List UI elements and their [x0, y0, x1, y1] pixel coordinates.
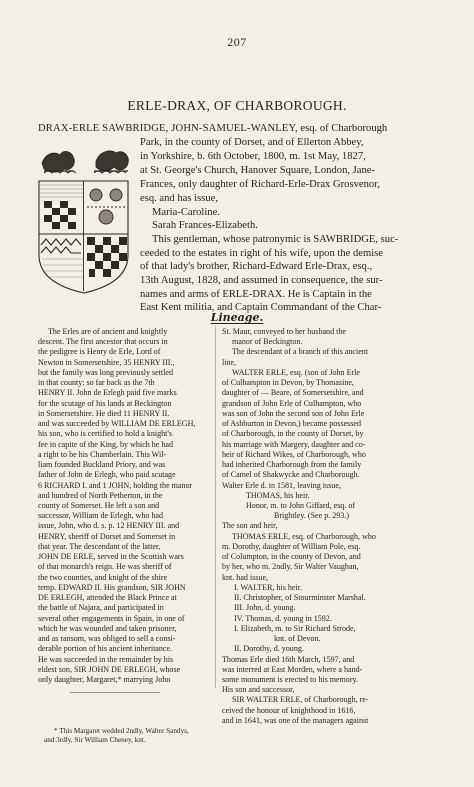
- text-line: that year. The descendant of the latter,: [38, 541, 161, 551]
- text-line: descent. The first ancestor that occurs in: [38, 337, 168, 347]
- text-line: I. WALTER, his heir.: [234, 582, 302, 592]
- text-line: only daughter, Margaret,* marrying John: [38, 674, 171, 684]
- text-line: the battle of Najara, and participated in: [38, 603, 164, 613]
- footnote: [44, 727, 214, 745]
- text-line: of Charborough, in the county of Dorset, by: [222, 429, 364, 439]
- intro-line: This gentleman, whose patronymic is SAWBRIDGE, suc-: [152, 234, 399, 245]
- text-line: I. Elizabeth, m. to Sir Richard Strode,: [234, 623, 356, 633]
- text-line: father of John de Erlegh, who paid scutage: [38, 470, 176, 480]
- text-line: His son and successor,: [222, 685, 295, 695]
- text-line: DE ERLEGH, attended the Black Prince at: [38, 593, 177, 603]
- text-line: THOMAS, his heir.: [246, 490, 310, 500]
- intro-line: East Kent militia, and Captain Commandant of the Char-: [140, 302, 382, 313]
- text-line: county of Somerset. He left a son and: [38, 500, 160, 510]
- text-line: his son, who is certified to hold a knight's: [38, 429, 172, 439]
- text-line: THOMAS ERLE, esq. of Charborough, who: [232, 531, 376, 541]
- entry-heading: [38, 122, 438, 136]
- text-line: He was succeeded in the remainder by his: [38, 654, 174, 664]
- intro-line: names and arms of ERLE-DRAX. He is Captain in the: [140, 289, 372, 300]
- text-line: of Columpton, in the county of Devon, and: [222, 552, 361, 562]
- text-line: eldest son, SIR JOHN DE ERLEGH, whose: [38, 664, 181, 674]
- text-line: derable portion of his ancient inheritance.: [38, 644, 173, 654]
- text-line: his marriage with Margery, daughter and co-: [222, 439, 366, 449]
- text-line: for the scutage of his lands at Beckington: [38, 398, 172, 408]
- text-line: some monument is erected to his memory.: [222, 674, 359, 684]
- page-title: ERLE-DRAX, OF CHARBOROUGH.: [127, 98, 347, 113]
- text-line: Brightley. (See p. 293.): [274, 511, 350, 521]
- intro-line: esq. and has issue,: [140, 193, 218, 204]
- text-line: temp. EDWARD II. His grandson, SIR JOHN: [38, 582, 186, 592]
- text-line: of Culhampton in Devon, by Thomasine,: [222, 378, 354, 388]
- text-line: manor of Beckington.: [232, 337, 303, 347]
- entry-name: DRAX-ERLE SAWBRIDGE, JOHN-SAMUEL-WANLEY,: [38, 123, 298, 134]
- text-line: by her, who m. 2ndly, Sir Walter Vaughan,: [222, 562, 359, 572]
- text-line: of Ashburton in Devon,) became possessed: [222, 419, 362, 429]
- text-line: but the family was long previously settled: [38, 367, 173, 377]
- text-line: HENRY, sheriff of Dorset and Somerset in: [38, 531, 176, 541]
- text-line: knt. had issue,: [222, 572, 269, 582]
- text-line: and as ransom, was obliged to sell a consi-: [38, 634, 176, 644]
- entry-heading-rest: esq. of Charborough: [297, 123, 388, 134]
- page-number: 207: [227, 35, 247, 49]
- text-line: The descendant of a branch of this ancient: [232, 347, 369, 357]
- text-line: in Somersetshire. He died 11 HENRY II.: [38, 408, 170, 418]
- intro-line: 13th August, 1828, and assumed in consequence, the sur-: [140, 275, 383, 286]
- intro-line: in Yorkshire, b. 6th October, 1800, m. 1st May, 1827,: [140, 151, 366, 162]
- intro-line: Maria-Caroline.: [152, 207, 220, 218]
- intro-line: ceeded to the estates in right of his wife, upon the demise: [140, 248, 383, 259]
- text-line: WALTER ERLE, esq. (son of John Erle: [232, 367, 360, 377]
- text-line: and in 1641, was one of the managers against: [222, 715, 369, 725]
- text-line: IV. Thomas, d. young in 1592.: [234, 613, 332, 623]
- intro-line: Park, in the county of Dorset, and of Ellerton Abbey,: [140, 137, 364, 148]
- text-line: JOHN DE ERLE, served in the Scottish wars: [38, 552, 184, 562]
- text-line: heir of Richard Wikes, of Charborough, who: [222, 449, 366, 459]
- text-line: St. Maur, conveyed to her husband the: [222, 327, 346, 336]
- text-line: III. John, d. young.: [234, 603, 296, 613]
- coat-of-arms-icon: [38, 137, 134, 299]
- text-line: was son of John the second son of John Erle: [222, 408, 365, 418]
- text-line: Newton in Somersetshire, 35 HENRY III.,: [38, 357, 175, 367]
- text-line: was interred at East Morden, where a hand-: [222, 664, 363, 674]
- text-line: the pedigree is Henry de Erle, Lord of: [38, 347, 161, 357]
- text-line: SIR WALTER ERLE, of Charborough, re-: [232, 695, 369, 705]
- text-line: a right to be his Chamberlain. This Wil-: [38, 449, 167, 459]
- text-line: The Erles are of ancient and knightly: [48, 327, 168, 336]
- text-line: grandson of John Erle of Culhampton, who: [222, 398, 362, 408]
- text-line: fee in capite of the King, by which he had: [38, 439, 173, 449]
- intro-line: Sarah Frances-Elizabeth.: [152, 220, 258, 231]
- text-line: of Camel of Shakwycke and Charborough.: [222, 470, 360, 480]
- right-column: [222, 327, 438, 726]
- text-line: had inherited Charborough from the family: [222, 460, 362, 470]
- text-line: II. Christopher, of Stourminster Marshal.: [234, 593, 366, 603]
- text-line: of that monarch's reign. He was sheriff of: [38, 562, 172, 572]
- column-divider: [215, 326, 216, 688]
- left-column: [38, 327, 210, 685]
- text-line: the two counties, and knight of the shire: [38, 572, 168, 582]
- text-line: several other engagements in Spain, in one of: [38, 613, 185, 623]
- text-line: and was succeeded by WILLIAM DE ERLEGH,: [38, 419, 196, 429]
- intro-line: Frances, only daughter of Richard-Erle-Drax Grosvenor,: [140, 179, 380, 190]
- text-line: 6 RICHARD I. and 1 JOHN, holding the manor: [38, 480, 193, 490]
- text-line: Thomas Erle died 16th March, 1597, and: [222, 654, 355, 664]
- footnote-line: and 3rdly, Sir William Cheney, knt.: [44, 736, 146, 744]
- text-line: and hundred of North Petherton, in the: [38, 490, 163, 500]
- intro-line: at St. George's Church, Hanover Square, London, Jane-: [140, 165, 376, 176]
- text-line: ceived the honour of knighthood in 1616,: [222, 705, 356, 715]
- text-line: Walter Erle d. in 1581, leaving issue,: [222, 480, 341, 490]
- text-line: line,: [222, 357, 237, 367]
- footnote-line: * This Margaret wedded 2ndly, Walter Sandys,: [54, 727, 189, 735]
- footnote-rule: [70, 692, 160, 693]
- text-line: m. Dorothy, daughter of William Pole, esq.: [222, 541, 361, 551]
- text-line: Honor, m. to John Giffard, esq. of: [246, 500, 356, 510]
- text-line: The son and heir,: [222, 521, 278, 531]
- text-line: daughter of — Beare, of Somersetshire, and: [222, 388, 364, 398]
- text-line: liam founded Buckland Priory, and was: [38, 460, 166, 470]
- text-line: HENRY II. John de Erlegh paid five marks: [38, 388, 177, 398]
- text-line: in that county: so far back as the 7th: [38, 378, 155, 388]
- text-line: successor, William de Erlegh, who had: [38, 511, 164, 521]
- text-line: issue, John, who d. s. p. 12 HENRY III. and: [38, 521, 180, 531]
- text-line: which he was wounded and taken prisoner,: [38, 623, 177, 633]
- lineage-heading: Lineage.: [210, 311, 264, 324]
- text-line: knt. of Devon.: [274, 634, 321, 644]
- text-line: II. Dorothy, d. young.: [234, 644, 304, 654]
- intro-line: of that lady's brother, Richard-Edward Erle-Drax, esq.,: [140, 261, 373, 272]
